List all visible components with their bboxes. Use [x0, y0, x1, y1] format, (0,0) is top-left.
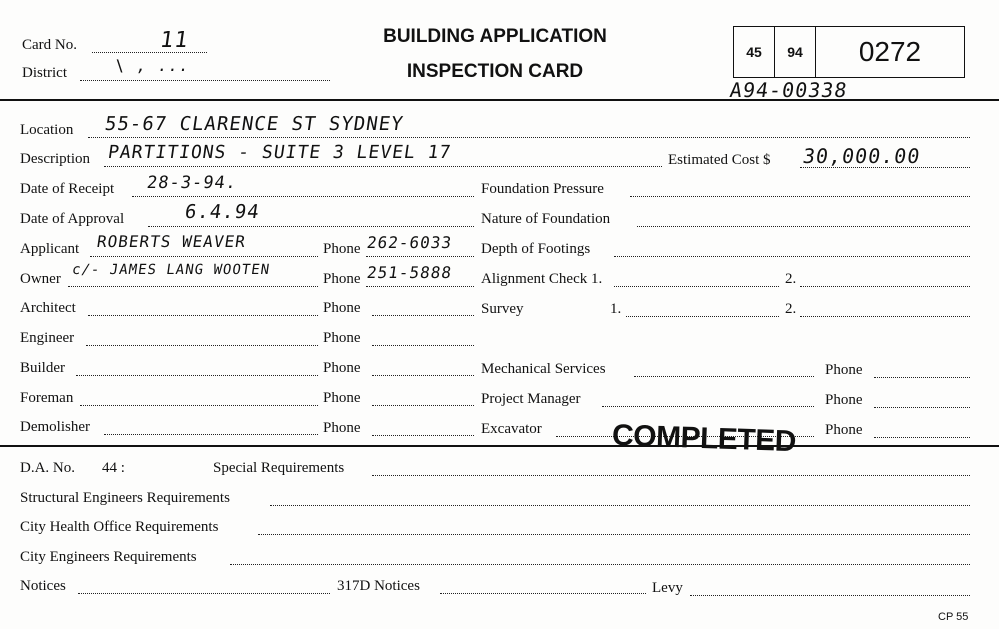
excavator-label: Excavator — [481, 421, 542, 437]
applicant-label: Applicant — [20, 241, 80, 257]
alignment-check-line-1 — [614, 286, 779, 287]
foreman-line — [80, 405, 318, 406]
box-year-a: 45 — [734, 27, 775, 77]
architect-phone-line — [372, 315, 474, 316]
foreman-label: Foreman — [20, 390, 74, 406]
excavator-phone-line — [874, 437, 970, 438]
owner-phone-label: Phone — [323, 271, 361, 287]
reference-box — [733, 26, 965, 78]
demolisher-line — [104, 434, 318, 435]
card-no-label: Card No. — [22, 37, 77, 53]
estimated-cost-value: 30,000.00 — [801, 144, 923, 168]
date-approval-value: 6.4.94 — [183, 201, 262, 223]
notices-line — [78, 593, 330, 594]
district-value: \ , ... — [113, 56, 191, 75]
title-line-2: INSPECTION CARD — [406, 61, 584, 82]
depth-footings-line — [614, 256, 970, 257]
owner-phone-value: 251-5888 — [365, 263, 454, 282]
applicant-line — [90, 256, 318, 257]
da-no-label: D.A. No. — [20, 460, 75, 476]
nature-foundation-label: Nature of Foundation — [481, 211, 611, 227]
notices-317d-label: 317D Notices — [337, 578, 420, 594]
alignment-check-2-label: 2. — [785, 271, 797, 287]
owner-value: c/- JAMES LANG WOOTEN — [70, 262, 272, 278]
card-no-value: 11 — [158, 28, 191, 53]
engineer-phone-label: Phone — [323, 330, 361, 346]
card-no-line — [92, 52, 207, 53]
levy-line — [690, 595, 970, 596]
date-approval-label: Date of Approval — [20, 211, 125, 227]
foreman-phone-label: Phone — [323, 390, 361, 406]
survey-line-1 — [626, 316, 779, 317]
engineer-phone-line — [372, 345, 474, 346]
mechanical-phone-line — [874, 377, 970, 378]
title-line-1: BUILDING APPLICATION — [383, 26, 607, 47]
structural-line — [270, 505, 970, 506]
city-health-line — [258, 534, 970, 535]
owner-phone-line — [366, 286, 474, 287]
mechanical-line — [634, 376, 814, 377]
applicant-value: ROBERTS WEAVER — [95, 232, 248, 251]
demolisher-phone-label: Phone — [323, 420, 361, 436]
description-value: PARTITIONS - SUITE 3 LEVEL 17 — [106, 142, 453, 163]
engineer-line — [86, 345, 318, 346]
date-receipt-value: 28-3-94. — [145, 173, 239, 193]
description-label: Description — [20, 151, 90, 167]
mechanical-label: Mechanical Services — [481, 361, 606, 377]
excavator-phone-label: Phone — [825, 422, 863, 438]
alignment-check-label: Alignment Check 1. — [481, 271, 603, 287]
depth-footings-label: Depth of Footings — [481, 241, 591, 257]
completed-stamp: COMPLETED — [611, 418, 797, 459]
owner-line — [68, 286, 318, 287]
applicant-phone-line — [366, 256, 474, 257]
da-no-value: 44 : — [102, 460, 125, 476]
project-manager-label: Project Manager — [481, 391, 581, 407]
date-approval-line — [148, 226, 474, 227]
date-receipt-line — [132, 196, 474, 197]
location-label: Location — [20, 122, 74, 138]
handwritten-ref: A94-00338 — [728, 78, 850, 102]
survey-label: Survey — [481, 301, 524, 317]
special-requirements-line — [372, 475, 970, 476]
project-manager-phone-label: Phone — [825, 392, 863, 408]
footer-code: CP 55 — [938, 611, 969, 623]
survey-1-label: 1. — [610, 301, 622, 317]
architect-line — [88, 315, 318, 316]
header-rule — [0, 99, 999, 101]
foundation-pressure-line — [630, 196, 970, 197]
builder-phone-label: Phone — [323, 360, 361, 376]
city-engineers-label: City Engineers Requirements — [20, 549, 197, 565]
applicant-phone-value: 262-6033 — [365, 233, 454, 252]
nature-foundation-line — [637, 226, 970, 227]
levy-label: Levy — [652, 580, 683, 596]
description-line — [104, 166, 662, 167]
mechanical-phone-label: Phone — [825, 362, 863, 378]
district-label: District — [22, 65, 67, 81]
survey-2-label: 2. — [785, 301, 797, 317]
city-engineers-line — [230, 564, 970, 565]
owner-label: Owner — [20, 271, 61, 287]
notices-317d-line — [440, 593, 646, 594]
district-line — [80, 80, 330, 81]
foreman-phone-line — [372, 405, 474, 406]
project-manager-line — [602, 406, 814, 407]
builder-label: Builder — [20, 360, 65, 376]
applicant-phone-label: Phone — [323, 241, 361, 257]
date-receipt-label: Date of Receipt — [20, 181, 115, 197]
demolisher-label: Demolisher — [20, 419, 90, 435]
estimated-cost-label: Estimated Cost $ — [668, 152, 771, 168]
survey-line-2 — [800, 316, 970, 317]
location-value: 55-67 CLARENCE ST SYDNEY — [103, 113, 406, 135]
builder-phone-line — [372, 375, 474, 376]
middle-rule — [0, 445, 999, 447]
engineer-label: Engineer — [20, 330, 75, 346]
architect-phone-label: Phone — [323, 300, 361, 316]
city-health-label: City Health Office Requirements — [20, 519, 219, 535]
alignment-check-line-2 — [800, 286, 970, 287]
project-manager-phone-line — [874, 407, 970, 408]
box-number: 0272 — [858, 36, 922, 67]
foundation-pressure-label: Foundation Pressure — [481, 181, 604, 197]
location-line — [88, 137, 970, 138]
demolisher-phone-line — [372, 435, 474, 436]
structural-label: Structural Engineers Requirements — [20, 490, 230, 506]
notices-label: Notices — [20, 578, 66, 594]
architect-label: Architect — [20, 300, 76, 316]
box-year-b: 94 — [775, 27, 816, 77]
builder-line — [76, 375, 318, 376]
special-requirements-label: Special Requirements — [213, 460, 345, 476]
